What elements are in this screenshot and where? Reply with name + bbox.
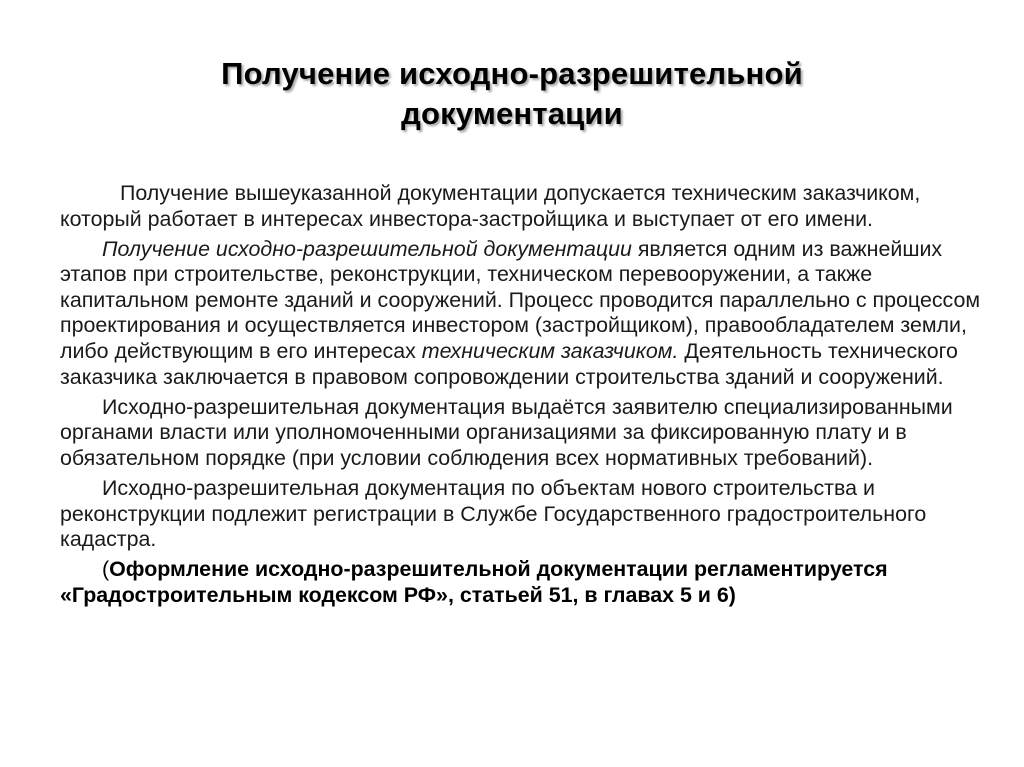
paragraph-5	[60, 557, 996, 608]
paragraph-2-text-b: Деятельность технического заказчика заключается в правовом сопровождении строительства зданий и сооружений.	[60, 339, 958, 389]
paragraph-2-text-a: является одним из важнейших этапов при строительстве, реконструкции, техническом перевооружении, а также капитальном ремонте зданий и сооружений. Процесс проводится параллельно с процессом проектирования и осуществляется инвестором (застройщиком), правообладателем земли, либо действующим в его интересах	[60, 236, 981, 364]
paragraph-2-italic-lead: Получение исходно-разрешительной документации	[102, 236, 632, 261]
paragraph-5-bold-text: Оформление исходно-разрешительной документации регламентируется «Градостроительным кодексом РФ», статьей 51, в главах 5 и 6)	[60, 557, 888, 607]
paragraph-4: Исходно-разрешительная документация по объектам нового строительства и реконструкции подлежит регистрации в Службе Государственного градостроительного кадастра.	[60, 476, 927, 552]
paragraph-2	[60, 237, 996, 391]
slide-title-line-2: документации	[401, 96, 623, 131]
paragraph-2-italic-mid: техническим заказчиком.	[421, 339, 679, 364]
slide-title	[60, 54, 964, 134]
paragraph-1: Получение вышеуказанной документации допускается техническим заказчиком, который работает в интересах инвестора-застройщика и выступает от его имени.	[60, 181, 921, 231]
slide-body	[60, 181, 996, 613]
paragraph-5-open-paren: (	[102, 557, 110, 582]
paragraph-3: Исходно-разрешительная документация выдаётся заявителю специализированными органами власти или уполномоченными организациями за фиксированную плату и в обязательном порядке (при условии соблюдения всех нормативных требований).	[60, 394, 953, 470]
slide-title-line-1: Получение исходно-разрешительной	[221, 56, 803, 91]
